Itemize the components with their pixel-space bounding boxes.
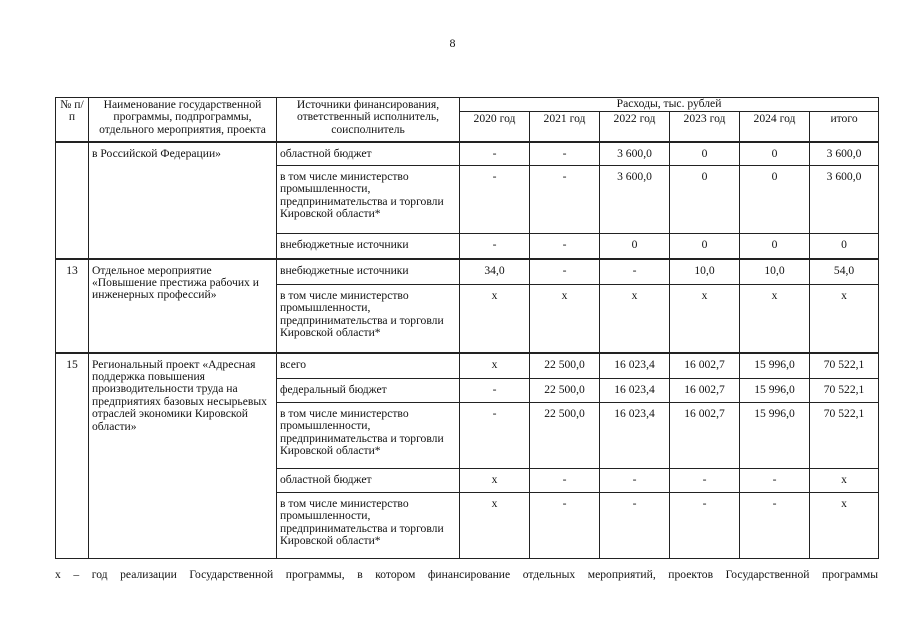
- expense-value: -: [530, 469, 600, 493]
- table-header: [56, 98, 879, 142]
- expense-value: 16 023,4: [600, 379, 670, 403]
- expense-value: 0: [670, 234, 740, 259]
- expense-value: -: [530, 259, 600, 285]
- table-body: [56, 142, 879, 559]
- expense-value: 70 522,1: [810, 379, 879, 403]
- funding-source: в том числе министерство промышленности, предпринимательства и торговли Кировской области*: [277, 285, 460, 353]
- row-index: [56, 142, 89, 259]
- expense-value: -: [460, 142, 530, 166]
- expense-value: x: [460, 493, 530, 559]
- col-header-year: 2021 год: [530, 112, 600, 142]
- expense-value: 22 500,0: [530, 353, 600, 379]
- funding-source: областной бюджет: [277, 469, 460, 493]
- program-name: в Российской Федерации»: [89, 142, 277, 259]
- col-header-year: 2022 год: [600, 112, 670, 142]
- expense-value: -: [530, 166, 600, 234]
- expense-value: 3 600,0: [600, 142, 670, 166]
- expense-value: x: [810, 469, 879, 493]
- expense-value: 22 500,0: [530, 403, 600, 469]
- expense-value: -: [530, 142, 600, 166]
- expense-value: -: [460, 403, 530, 469]
- funding-source: внебюджетные источники: [277, 259, 460, 285]
- expense-value: 15 996,0: [740, 379, 810, 403]
- expense-value: -: [600, 493, 670, 559]
- expense-value: 10,0: [740, 259, 810, 285]
- expense-value: 15 996,0: [740, 403, 810, 469]
- expense-value: x: [810, 493, 879, 559]
- expense-value: 0: [670, 142, 740, 166]
- page-number: 8: [449, 36, 456, 50]
- expense-value: 34,0: [460, 259, 530, 285]
- expense-value: x: [460, 469, 530, 493]
- expense-value: 70 522,1: [810, 403, 879, 469]
- expense-value: x: [670, 285, 740, 353]
- expense-value: -: [600, 259, 670, 285]
- funding-source: в том числе министерство промышленности, предпринимательства и торговли Кировской области*: [277, 403, 460, 469]
- expense-value: 16 023,4: [600, 353, 670, 379]
- expense-value: x: [460, 285, 530, 353]
- table-row: [56, 353, 879, 379]
- col-header-year: 2024 год: [740, 112, 810, 142]
- expense-value: -: [530, 234, 600, 259]
- expense-value: x: [600, 285, 670, 353]
- expense-value: -: [460, 379, 530, 403]
- expense-value: 0: [740, 142, 810, 166]
- expense-value: x: [460, 353, 530, 379]
- expense-value: -: [530, 493, 600, 559]
- expense-value: 16 002,7: [670, 379, 740, 403]
- expense-value: -: [670, 493, 740, 559]
- row-index: 13: [56, 259, 89, 353]
- funding-source: в том числе министерство промышленности, предпринимательства и торговли Кировской области*: [277, 166, 460, 234]
- expense-value: 16 002,7: [670, 403, 740, 469]
- expense-value: x: [530, 285, 600, 353]
- funding-source: федеральный бюджет: [277, 379, 460, 403]
- expense-value: 15 996,0: [740, 353, 810, 379]
- row-index: 15: [56, 353, 89, 559]
- expense-value: 10,0: [670, 259, 740, 285]
- funding-source: внебюджетные источники: [277, 234, 460, 259]
- expense-value: -: [460, 234, 530, 259]
- footnote: x – год реализации Государственной программы, в котором финансирование отдельных мероприятий, проектов Государственной программы: [55, 568, 878, 581]
- expense-value: 70 522,1: [810, 353, 879, 379]
- table-row: [56, 142, 879, 166]
- expense-value: 3 600,0: [810, 166, 879, 234]
- col-header-year: 2023 год: [670, 112, 740, 142]
- funding-source: всего: [277, 353, 460, 379]
- expense-value: 16 023,4: [600, 403, 670, 469]
- expense-value: 54,0: [810, 259, 879, 285]
- expense-value: 0: [670, 166, 740, 234]
- col-header-number: № п/п: [56, 98, 89, 142]
- col-header-expenses: Расходы, тыс. рублей: [460, 98, 879, 112]
- expense-value: -: [670, 469, 740, 493]
- program-name: Региональный проект «Адресная поддержка повышения производительности труда на предприятиях базовых несырьевых отраслей экономики Кировской области»: [89, 353, 277, 559]
- expense-value: 0: [810, 234, 879, 259]
- expense-value: 0: [740, 234, 810, 259]
- col-header-year: итого: [810, 112, 879, 142]
- expense-value: 3 600,0: [600, 166, 670, 234]
- col-header-source: Источники финансирования, ответственный исполнитель, соисполнитель: [277, 98, 460, 142]
- expense-value: 22 500,0: [530, 379, 600, 403]
- funding-source: областной бюджет: [277, 142, 460, 166]
- expense-value: -: [740, 469, 810, 493]
- expense-value: 0: [600, 234, 670, 259]
- expense-value: 16 002,7: [670, 353, 740, 379]
- program-name: Отдельное мероприятие «Повышение престижа рабочих и инженерных профессий»: [89, 259, 277, 353]
- expense-value: x: [810, 285, 879, 353]
- col-header-name: Наименование государственной программы, подпрограммы, отдельного мероприятия, проекта: [89, 98, 277, 142]
- expense-value: 0: [740, 166, 810, 234]
- expense-value: x: [740, 285, 810, 353]
- table-row: [56, 259, 879, 285]
- expense-value: -: [460, 166, 530, 234]
- budget-table: [55, 97, 879, 559]
- expense-value: -: [740, 493, 810, 559]
- expense-value: 3 600,0: [810, 142, 879, 166]
- col-header-year: 2020 год: [460, 112, 530, 142]
- funding-source: в том числе министерство промышленности, предпринимательства и торговли Кировской области*: [277, 493, 460, 559]
- expense-value: -: [600, 469, 670, 493]
